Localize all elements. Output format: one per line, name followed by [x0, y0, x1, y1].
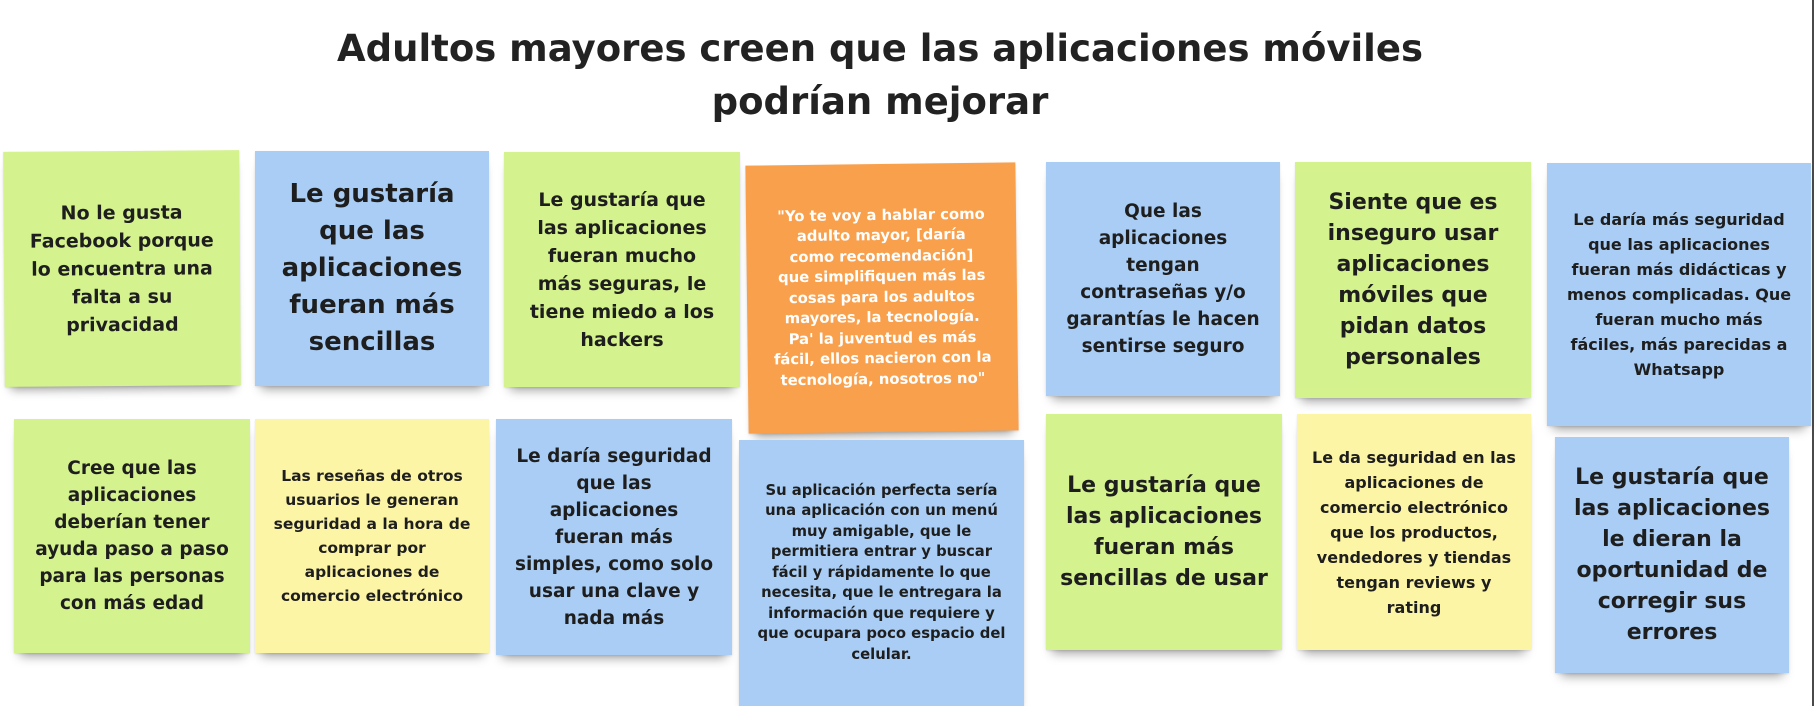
board-title	[300, 22, 1460, 128]
sticky-note-text: No le gusta Facebook porque lo encuentra una falta a su privacidad	[29, 201, 214, 336]
sticky-note-text: Le gustaría que las aplicaciones le dieran la oportunidad de corregir sus errores	[1573, 465, 1771, 645]
sticky-note[interactable]	[739, 440, 1024, 706]
sticky-note-text: Le daría seguridad que las aplicaciones fueran más simples, como solo usar una clave y nada más	[514, 445, 714, 629]
sticky-note-text: Las reseñas de otros usuarios le generan seguridad a la hora de comprar por aplicaciones de comercio electrónico	[273, 467, 471, 605]
sticky-note-text: Su aplicación perfecta sería una aplicación con un menú muy amigable, que le permitiera entrar y buscar fácil y rápidamente lo que necesita, que le entregara la información que requiere y que ocupara poco espacio del celular.	[757, 481, 1006, 663]
board-title-line-2: podrían mejorar	[711, 80, 1049, 123]
sticky-note[interactable]	[504, 152, 740, 387]
sticky-note[interactable]	[1547, 163, 1811, 426]
sticky-note[interactable]	[14, 419, 250, 653]
sticky-note[interactable]	[496, 419, 732, 655]
sticky-note-text: Le gustaría que las aplicaciones fueran más sencillas de usar	[1060, 473, 1268, 591]
sticky-note-text: Le gustaría que las aplicaciones fueran más sencillas	[281, 179, 463, 357]
sticky-note[interactable]	[1046, 414, 1282, 650]
sticky-note-text: Le da seguridad en las aplicaciones de comercio electrónico que los productos, vendedores y tiendas tengan reviews y rating	[1312, 447, 1516, 617]
sticky-note-text: Cree que las aplicaciones deberían tener ayuda paso a paso para las personas con más edad	[35, 458, 229, 614]
sticky-note[interactable]	[1555, 437, 1789, 673]
sticky-note[interactable]	[255, 419, 489, 653]
sticky-note[interactable]	[3, 150, 241, 387]
board-title-line-1: Adultos mayores creen que las aplicaciones móviles	[337, 27, 1423, 70]
sticky-note-quote[interactable]	[745, 162, 1018, 433]
sticky-note-text: Que las aplicaciones tengan contraseñas y/o garantías le hacen sentirse seguro	[1066, 201, 1260, 357]
sticky-note-text: "Yo te voy a hablar como adulto mayor, [daría como recomendación] que simplifiquen más las cosas para los adultos mayores, la tecnología. Pa' la juventud es más fácil, ellos nacieron con la tecnología, nosotros no"	[773, 205, 992, 389]
sticky-note-text: Le daría más seguridad que las aplicaciones fueran más didácticas y menos complicadas. Que fueran mucho más fáciles, más parecidas a Whatsapp	[1566, 210, 1792, 379]
board-edge-line	[1812, 0, 1814, 706]
sticky-note-text: Le gustaría que las aplicaciones fueran mucho más seguras, le tiene miedo a los hackers	[529, 188, 715, 351]
sticky-note[interactable]	[1295, 162, 1531, 398]
sticky-note-text: Siente que es inseguro usar aplicaciones móviles que pidan datos personales	[1327, 190, 1499, 370]
sticky-note[interactable]	[1046, 162, 1280, 396]
sticky-note[interactable]	[255, 151, 489, 386]
sticky-note[interactable]	[1297, 414, 1531, 650]
